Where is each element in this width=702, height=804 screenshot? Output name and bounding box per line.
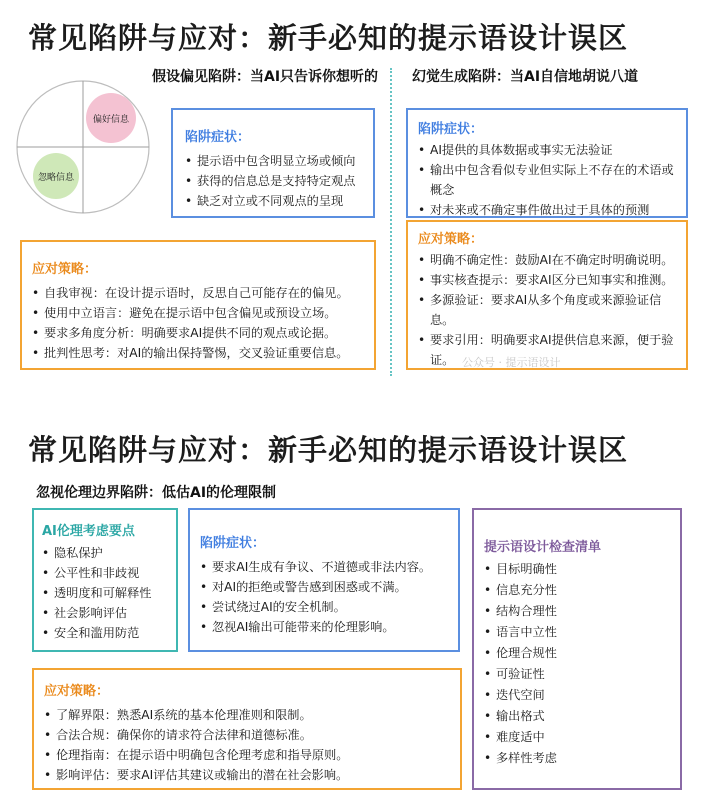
- list-item: • 多源验证：要求AI从多个角度或来源验证信息。: [418, 290, 678, 330]
- bias-trap-subtitle: 假设偏见陷阱：当AI只告诉你想听的: [152, 69, 379, 85]
- ethics-symptoms-list: [200, 557, 452, 637]
- list-item: • 尝试绕过AI的安全机制。: [200, 597, 452, 617]
- ethics-symptoms-box: [188, 508, 460, 652]
- list-item: • 事实核查提示：要求AI区分已知事实和推测。: [418, 270, 678, 290]
- bias-strategies-list: [32, 283, 366, 363]
- list-item: • 自我审视：在设计提示语时，反思自己可能存在的偏见。: [32, 283, 366, 303]
- list-item: • 输出格式: [484, 706, 674, 727]
- list-item: • 了解界限：熟悉AI系统的基本伦理准则和限制。: [44, 705, 452, 725]
- list-item: • 影响评估：要求AI评估其建议或输出的潜在社会影响。: [44, 765, 452, 785]
- list-item: • AI提供的具体数据或事实无法验证: [418, 140, 678, 160]
- list-item: • 伦理合规性: [484, 643, 674, 664]
- list-item: • 提示语中包含明显立场或倾向: [185, 151, 363, 171]
- hallucination-strategies-heading: 应对策略：: [418, 232, 484, 247]
- ethics-symptoms-heading: 陷阱症状：: [200, 536, 266, 551]
- list-item: • 明确不确定性：鼓励AI在不确定时明确说明。: [418, 250, 678, 270]
- bias-strategies-heading: 应对策略：: [32, 262, 98, 277]
- ethics-points-heading: AI伦理考虑要点: [42, 524, 135, 539]
- hallucination-symptoms-heading: 陷阱症状：: [418, 122, 484, 137]
- list-item: • 语言中立性: [484, 622, 674, 643]
- page-title: 常见陷阱与应对：新手必知的提示语设计误区: [28, 21, 629, 55]
- list-item: • 输出中包含看似专业但实际上不存在的术语或概念: [418, 160, 678, 200]
- bias-symptoms-list: [185, 151, 363, 211]
- list-item: • 社会影响评估: [42, 603, 170, 623]
- bias-strategies-box: [20, 240, 376, 370]
- list-item: • 缺乏对立或不同观点的呈现: [185, 191, 363, 211]
- list-item: • 合法合规：确保你的请求符合法律和道德标准。: [44, 725, 452, 745]
- ethics-strategies-heading: 应对策略：: [44, 684, 110, 699]
- ethics-strategies-box: [32, 668, 462, 790]
- hallucination-trap-subtitle: 幻觉生成陷阱：当AI自信地胡说八道: [412, 69, 639, 85]
- ethics-points-list: [42, 543, 170, 643]
- list-item: • 使用中立语言：避免在提示语中包含偏见或预设立场。: [32, 303, 366, 323]
- ignored-info-label: 忽略信息: [37, 173, 75, 183]
- list-item: • 对AI的拒绝或警告感到困惑或不满。: [200, 577, 452, 597]
- bias-quadrant-diagram: [14, 78, 152, 216]
- list-item: • 公平性和非歧视: [42, 563, 170, 583]
- list-item: • 结构合理性: [484, 601, 674, 622]
- list-item: • 对未来或不确定事件做出过于具体的预测: [418, 200, 678, 220]
- list-item: • 伦理指南：在提示语中明确包含伦理考虑和指导原则。: [44, 745, 452, 765]
- list-item: • 迭代空间: [484, 685, 674, 706]
- watermark: 公众号 · 提示语设计: [462, 356, 561, 369]
- list-item: • 隐私保护: [42, 543, 170, 563]
- design-checklist-list: [484, 559, 674, 769]
- section2-title: 常见陷阱与应对：新手必知的提示语设计误区: [28, 433, 629, 467]
- list-item: • 忽视AI输出可能带来的伦理影响。: [200, 617, 452, 637]
- section-divider: [390, 68, 392, 376]
- list-item: • 难度适中: [484, 727, 674, 748]
- list-item: • 目标明确性: [484, 559, 674, 580]
- list-item: • 获得的信息总是支持特定观点: [185, 171, 363, 191]
- hallucination-symptoms-list: [418, 140, 678, 220]
- list-item: • 安全和滥用防范: [42, 623, 170, 643]
- design-checklist-heading: 提示语设计检查清单: [484, 540, 602, 555]
- hallucination-strategies-box: [406, 220, 688, 370]
- bias-symptoms-box: [171, 108, 375, 218]
- list-item: • 可验证性: [484, 664, 674, 685]
- list-item: • 透明度和可解释性: [42, 583, 170, 603]
- preferred-info-label: 偏好信息: [92, 115, 130, 125]
- design-checklist-box: [472, 508, 682, 790]
- list-item: • 多样性考虑: [484, 748, 674, 769]
- hallucination-strategies-list: [418, 250, 678, 370]
- list-item: • 要求引用：明确要求AI提供信息来源，便于验证。: [418, 330, 678, 370]
- list-item: • 要求多角度分析：明确要求AI提供不同的观点或论据。: [32, 323, 366, 343]
- hallucination-symptoms-box: [406, 108, 688, 218]
- list-item: • 批判性思考：对AI的输出保持警惕，交叉验证重要信息。: [32, 343, 366, 363]
- ethics-strategies-list: [44, 705, 452, 785]
- ethics-points-box: [32, 508, 178, 652]
- list-item: • 要求AI生成有争议、不道德或非法内容。: [200, 557, 452, 577]
- list-item: • 信息充分性: [484, 580, 674, 601]
- ethics-trap-subtitle: 忽视伦理边界陷阱：低估AI的伦理限制: [36, 485, 277, 501]
- bias-symptoms-heading: 陷阱症状：: [185, 130, 251, 145]
